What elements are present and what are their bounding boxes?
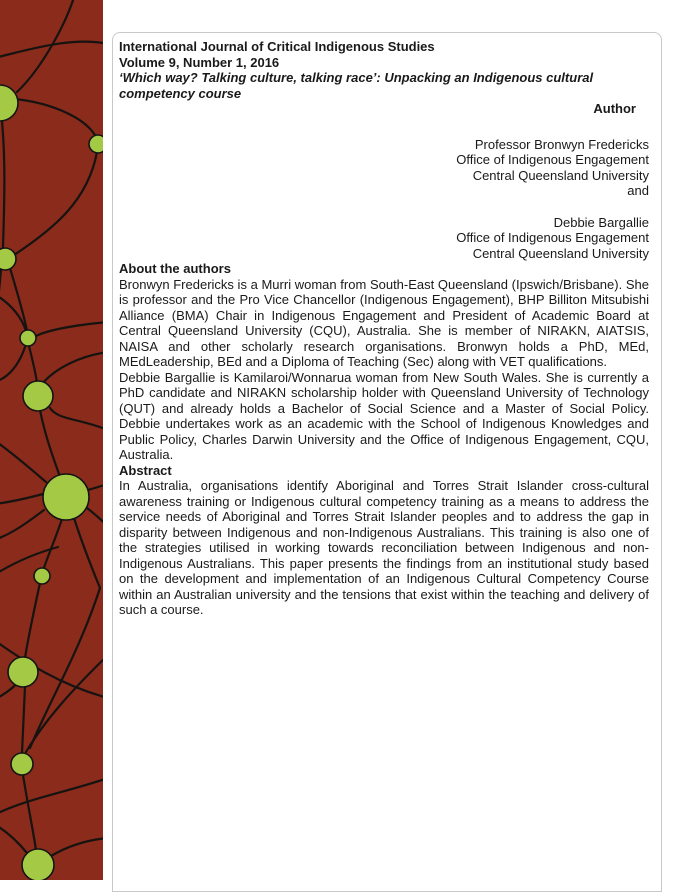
abstract-paragraph: In Australia, organisations identify Aboriginal and Torres Strait Islander cross-cultural awareness training or Indigenous cultural competency training as a means to address the service needs of Aboriginal and Torres Strait Islander peoples and to address the gap in disparity between Indigenous and non-Indigenous Australians. This training is also one of the strategies utilised in working towards reconciliation between Indigenous and non-Indigenous Australians. This paper presents the findings from an institutional study based on the development and implementation of an Indigenous Cultural Competency Course within an Australian university and the tensions that exist within the teaching and delivery of such a course. — [119, 478, 649, 617]
abstract-heading: Abstract — [119, 462, 172, 478]
network-node — [89, 135, 103, 153]
network-node — [34, 568, 50, 584]
author-section-heading: Author — [593, 101, 636, 116]
author-bio-paragraph-2: Debbie Bargallie is Kamilaroi/Wonnarua woman from New South Wales. She is currently a PhD candidate and NIRAKN scholarship holder with Queensland University of Technology (QUT) and already holds a Bachelor of Social Science and a Master of Social Policy. Debbie undertakes work as an academic with the School of Indigenous Knowledges and Public Policy, Charles Darwin University and the Office of Indigenous Engagement, CQU, Australia. — [119, 369, 649, 462]
network-node — [20, 330, 36, 346]
document-page — [112, 32, 662, 892]
network-pattern-graphic — [0, 0, 103, 880]
decorative-sidebar — [0, 0, 103, 880]
author-unit: Office of Indigenous Engagement — [456, 152, 649, 167]
network-node — [11, 753, 33, 775]
sidebar-background — [0, 0, 103, 880]
network-node — [8, 657, 38, 687]
network-node — [23, 381, 53, 411]
journal-volume-line: Volume 9, Number 1, 2016 — [119, 54, 280, 70]
network-node — [22, 849, 54, 880]
network-node — [43, 474, 89, 520]
authors-connector: and — [627, 183, 649, 198]
article-title: ‘Which way? Talking culture, talking race’: Unpacking an Indigenous cultural competency course — [119, 70, 594, 101]
author-block-2 — [119, 215, 649, 262]
author-institution: Central Queensland University — [472, 167, 649, 183]
author-institution: Central Queensland University — [472, 245, 649, 261]
author-unit: Office of Indigenous Engagement — [456, 230, 649, 245]
about-authors-heading: About the authors — [119, 261, 231, 276]
network-node — [0, 248, 16, 270]
journal-title: International Journal of Critical Indigenous Studies — [119, 39, 435, 54]
author-name: Professor Bronwyn Fredericks — [474, 136, 649, 152]
author-bio-paragraph-1: Bronwyn Fredericks is a Murri woman from South-East Queensland (Ipswich/Brisbane). She is professor and the Pro Vice Chancellor (Indigenous Engagement), BHP Billiton Mitsubishi Alliance (BMA) Chair in Indigenous Engagement and President of Academic Board at Central Queensland University (CQU), Australia. She is member of NIRAKN, AIATSIS, NAISA and other scholarly research organisations. Bronwyn holds a PhD, MEd, MEdLeadership, BEd and a Diploma of Teaching (Sec) along with VET qualifications. — [119, 276, 649, 369]
author-block-1 — [119, 137, 649, 184]
author-name: Debbie Bargallie — [553, 214, 649, 230]
